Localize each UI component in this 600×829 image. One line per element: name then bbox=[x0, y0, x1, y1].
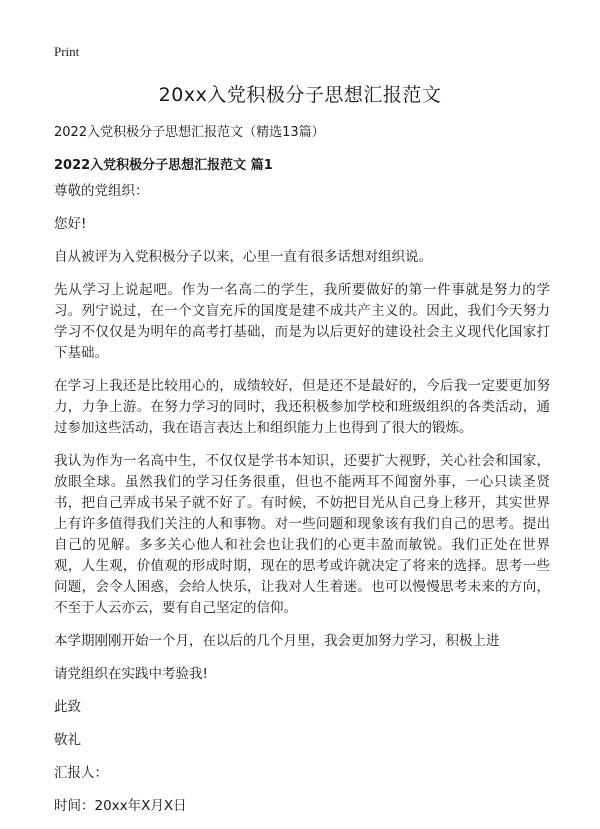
body-paragraph: 先从学习上说起吧。作为一名高二的学生，我所要做好的第一件事就是努力的学习。列宁说过，在一个文盲充斥的国度是建不成共产主义的。因此，我们今天努力学习不仅仅是为明年的高考打基础，而是为以后更好的建设社会主义现代化国家打下基础。 bbox=[54, 282, 550, 361]
greeting: 您好! bbox=[54, 216, 87, 232]
document-subtitle: 2022入党积极分子思想汇报范文（精选13篇） bbox=[54, 125, 325, 140]
body-paragraph: 我认为作为一名高中生，不仅仅是学书本知识，还要扩大视野，关心社会和国家，放眼全球。虽然我们的学习任务很重，但也不能两耳不闻窗外事，一心只读圣贤书，把自己弄成书呆子就不好了。有时候，不妨把目光从自己身上移开，其实世界上有许多值得我们关注的人和事物。对一些问题和现象该有我们自己的思考。提出自己的见解。多多关心他人和社会也让我们的心更丰盈而敏锐。我们正处在世界观，人生观，价值观的形成时期，现在的思考或许就决定了将来的选择。思考一些问题，会令人困惑，会给人快乐，让我对人生着迷。也可以慢慢思考未来的方向，不至于人云亦云，要有自己坚定的信仰。 bbox=[54, 453, 550, 616]
body-paragraph: 自从被评为入党积极分子以来，心里一直有很多话想对组织说。 bbox=[54, 249, 432, 265]
date-line: 时间：20xx年X月X日 bbox=[54, 798, 187, 814]
closing-salute: 敬礼 bbox=[54, 732, 81, 748]
document-body bbox=[54, 181, 550, 829]
closing-request: 请党组织在实践中考验我! bbox=[54, 666, 208, 682]
print-link[interactable]: Print bbox=[54, 44, 80, 59]
body-paragraph: 在学习上我还是比较用心的，成绩较好，但是还不是最好的，今后我一定要更加努力，力争上游。在努力学习的同时，我还积极参加学校和班级组织的各类活动，通过参加这些活动，我在语言表达上和组织能力上也得到了很大的锻炼。 bbox=[54, 378, 550, 436]
body-paragraph: 本学期刚刚开始一个月，在以后的几个月里，我会更加努力学习，积极上进 bbox=[54, 633, 500, 649]
closing-phrase: 此致 bbox=[54, 699, 81, 715]
reporter-label: 汇报人： bbox=[54, 765, 108, 781]
page-title: 20xx入党积极分子思想汇报范文 bbox=[158, 84, 442, 106]
salutation: 尊敬的党组织： bbox=[54, 183, 149, 199]
section-heading: 2022入党积极分子思想汇报范文 篇1 bbox=[54, 158, 273, 173]
